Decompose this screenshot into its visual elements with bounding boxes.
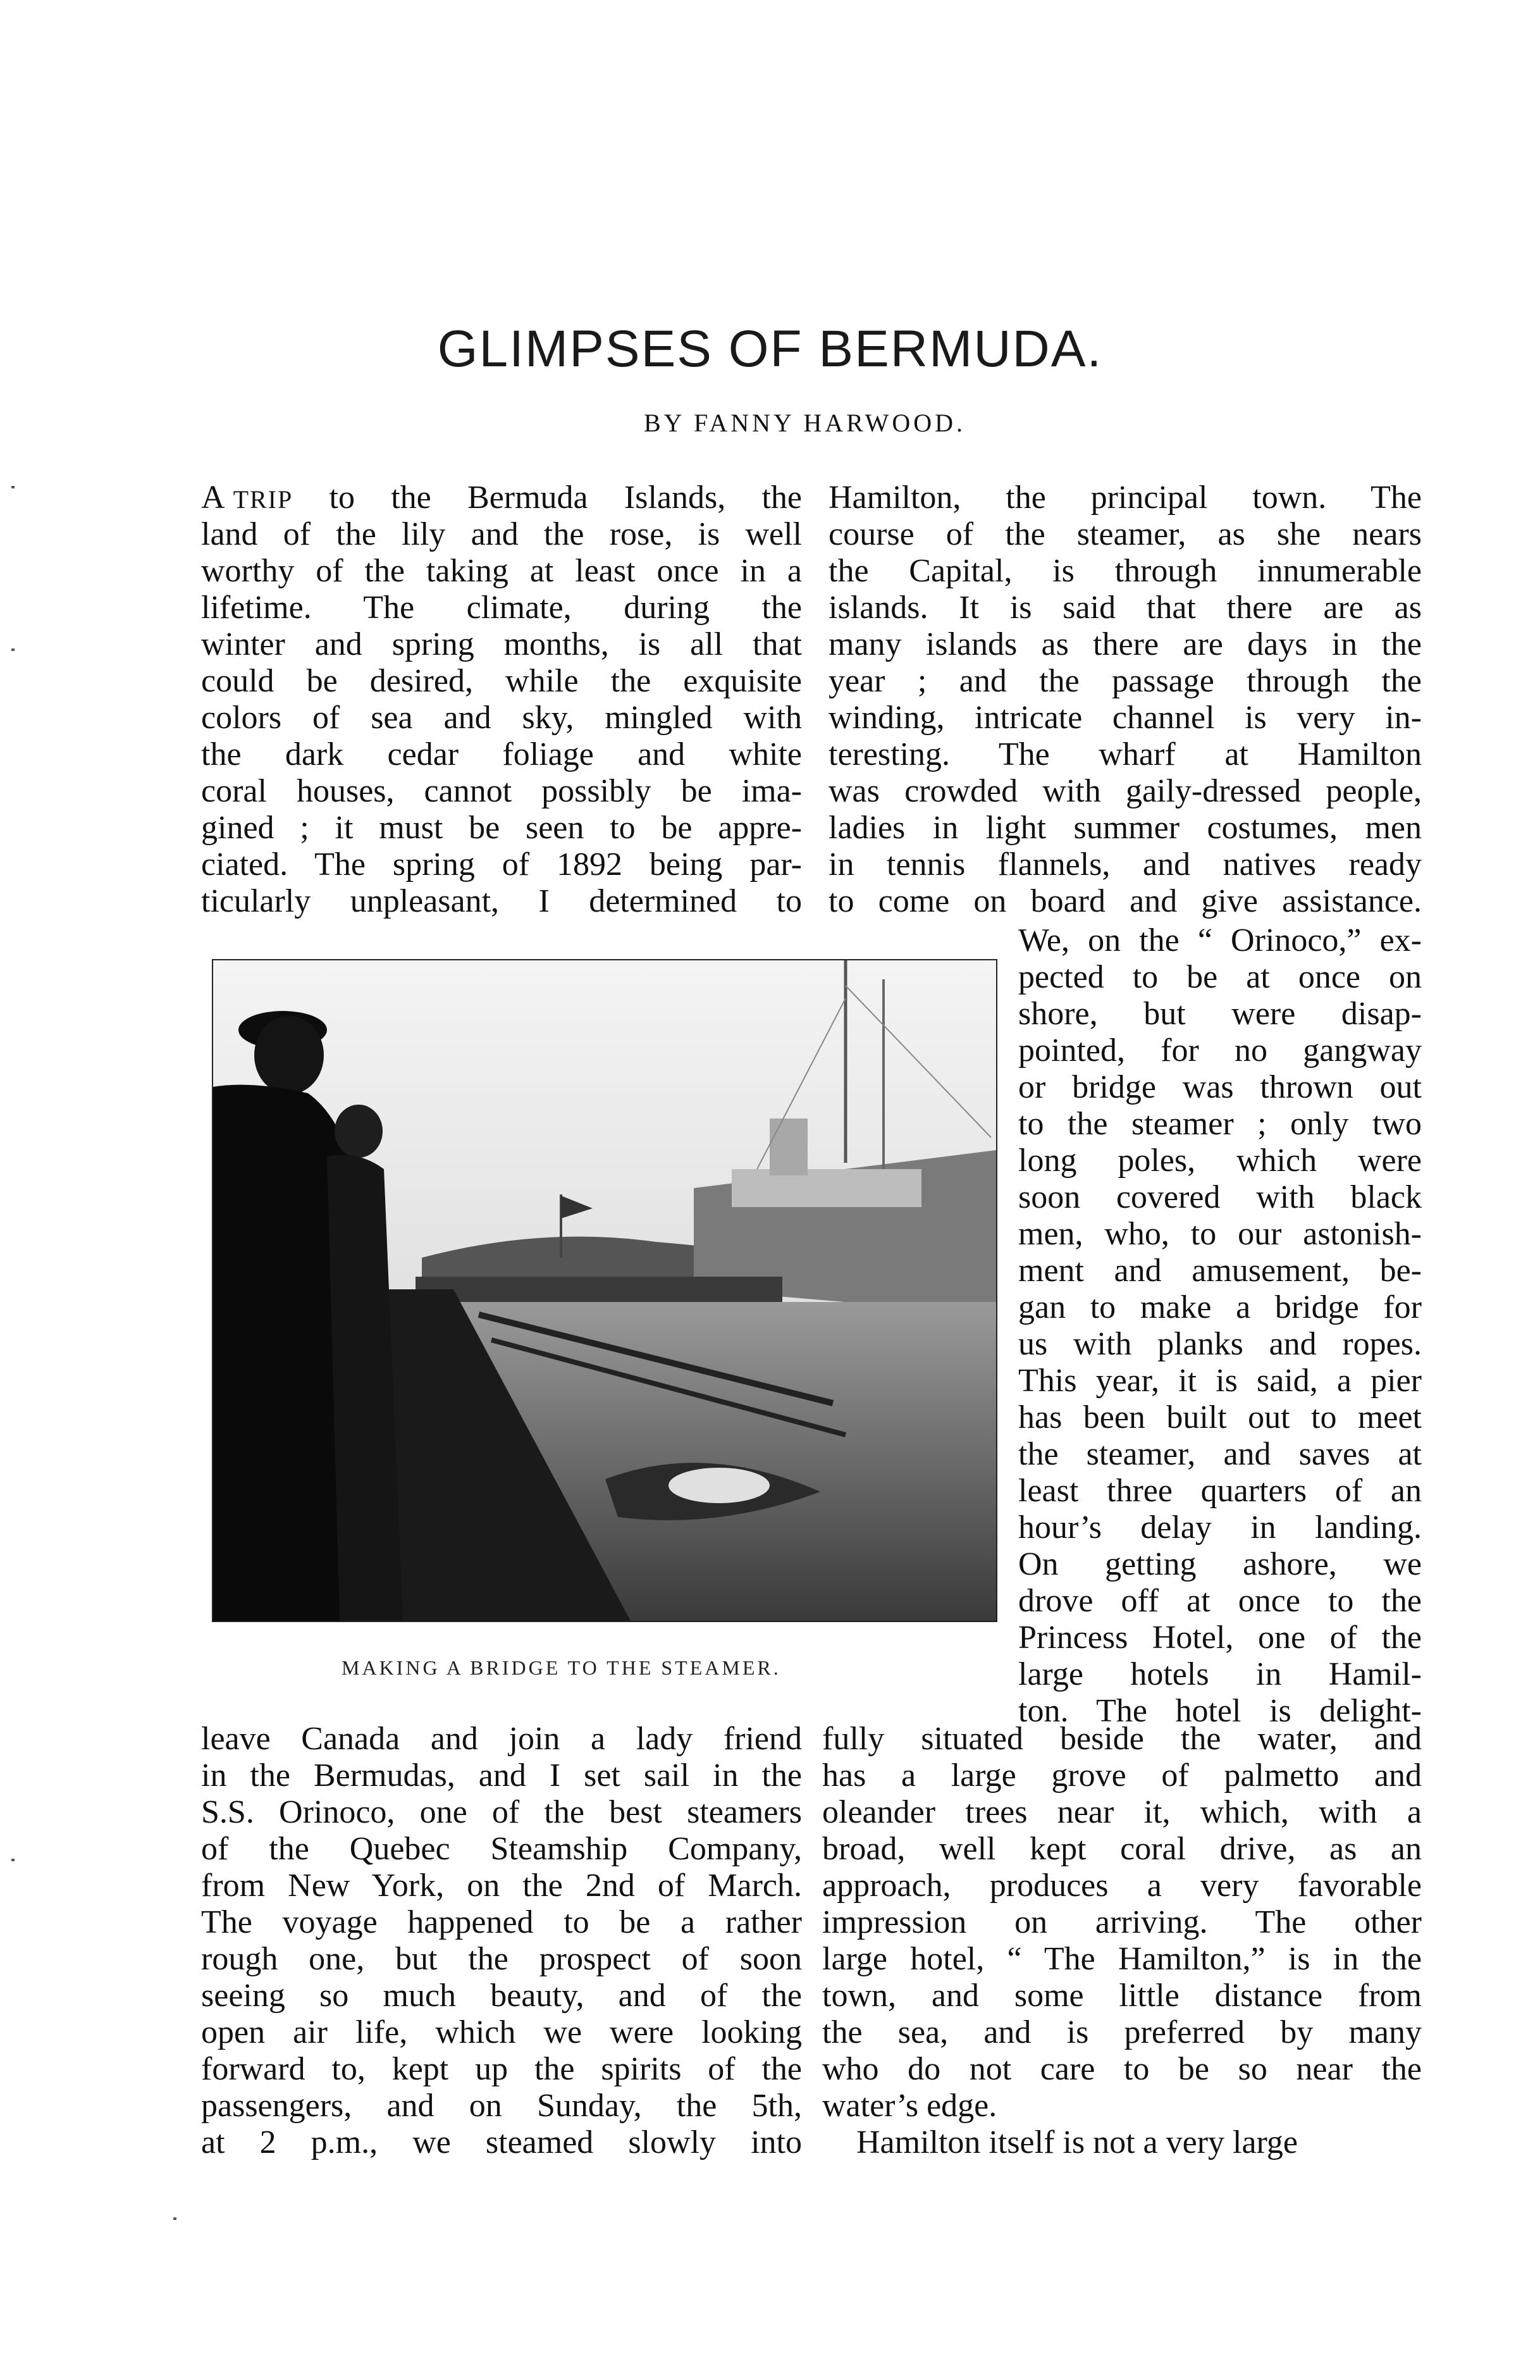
text-line: seeing so much beauty, and of the	[201, 1978, 802, 2014]
text-line: worthy of the taking at least once in a	[201, 553, 802, 589]
text-line: town, and some little distance from	[822, 1978, 1422, 2014]
text-line-indented: Hamilton itself is not a very large	[856, 2124, 1298, 2160]
text-line: S.S. Orinoco, one of the best steamers	[201, 1794, 802, 1830]
text-line: colors of sea and sky, mingled with	[201, 700, 802, 736]
text-line: teresting. The wharf at Hamilton	[829, 736, 1422, 772]
left-column-bottom	[201, 1721, 802, 2161]
text-line: long poles, which were	[1018, 1143, 1422, 1179]
text-line: hour’s delay in landing.	[1018, 1509, 1422, 1546]
text-line: in the Bermudas, and I set sail in the	[201, 1757, 802, 1794]
text-line: The voyage happened to be a rather	[201, 1904, 802, 1940]
text-line: who do not care to be so near the	[822, 2051, 1422, 2087]
text-line: coral houses, cannot possibly be ima-	[201, 773, 802, 809]
article-photograph	[212, 959, 997, 1622]
text-line: This year, it is said, a pier	[1018, 1363, 1422, 1399]
text-line: shore, but were disap-	[1018, 996, 1422, 1032]
right-column-narrow	[1018, 922, 1422, 1730]
text-line: year ; and the passage through the	[829, 663, 1422, 699]
text-line: leave Canada and join a lady friend	[201, 1721, 802, 1757]
text-line: men, who, to our astonish-	[1018, 1216, 1422, 1252]
text-line: oleander trees near it, which, with a	[822, 1794, 1422, 1830]
text-line: water’s edge.	[822, 2088, 997, 2124]
text-line: ciated. The spring of 1892 being par-	[201, 846, 802, 883]
text-line: Hamilton, the principal town. The	[829, 480, 1422, 516]
steamer-photograph-image	[213, 960, 996, 1621]
margin-mark	[11, 648, 15, 651]
text-line: gined ; it must be seen to be appre-	[201, 810, 802, 846]
text-line: large hotels in Hamil-	[1018, 1656, 1422, 1692]
text-line: winding, intricate channel is very in-	[829, 700, 1422, 736]
right-column-bottom	[822, 1721, 1422, 2161]
text-line: ment and amusement, be-	[1018, 1253, 1422, 1289]
text-line: lifetime. The climate, during the	[201, 590, 802, 626]
text-line: or bridge was thrown out	[1018, 1069, 1422, 1105]
margin-mark	[11, 486, 15, 488]
text-line: land of the lily and the rose, is well	[201, 516, 802, 552]
text-line: soon covered with black	[1018, 1179, 1422, 1215]
text-line: was crowded with gaily-dressed people,	[829, 773, 1422, 809]
text-line: fully situated beside the water, and	[822, 1721, 1422, 1757]
text-line: from New York, on the 2nd of March.	[201, 1868, 802, 1904]
text-line: approach, produces a very favorable	[822, 1868, 1422, 1904]
right-column-top	[829, 480, 1422, 920]
opening-word-a: A	[201, 480, 225, 516]
margin-mark	[173, 2217, 176, 2220]
text-line: could be desired, while the exquisite	[201, 663, 802, 699]
text-line: We, on the “ Orinoco,” ex-	[1018, 922, 1422, 958]
text-line: to the steamer ; only two	[1018, 1106, 1422, 1142]
text-line: gan to make a bridge for	[1018, 1289, 1422, 1325]
text-line-content: to the Bermuda Islands, the	[329, 480, 802, 516]
text-line: winter and spring months, is all that	[201, 626, 802, 662]
text-line: the Capital, is through innumerable	[829, 553, 1422, 589]
text-line: at 2 p.m., we steamed slowly into	[201, 2124, 802, 2160]
text-line: Princess Hotel, one of the	[1018, 1620, 1422, 1656]
text-line: islands. It is said that there are as	[829, 590, 1422, 626]
text-line: ticularly unpleasant, I determined to	[201, 883, 802, 919]
text-line: us with planks and ropes.	[1018, 1326, 1422, 1362]
text-line: course of the steamer, as she nears	[829, 516, 1422, 552]
left-column-top	[201, 480, 802, 920]
text-line: the steamer, and saves at	[1018, 1436, 1422, 1472]
text-line: ton. The hotel is delight-	[1018, 1693, 1422, 1729]
text-line: large hotel, “ The Hamilton,” is in the	[822, 1941, 1422, 1977]
text-line: to come on board and give assistance.	[829, 883, 1422, 919]
text-line	[201, 480, 802, 516]
text-line: passengers, and on Sunday, the 5th,	[201, 2088, 802, 2124]
text-line: in tennis flannels, and natives ready	[829, 846, 1422, 883]
text-line: impression on arriving. The other	[822, 1904, 1422, 1940]
figure-caption: MAKING A BRIDGE TO THE STEAMER.	[342, 1656, 781, 1679]
text-line: forward to, kept up the spirits of the	[201, 2051, 802, 2087]
text-line: rough one, but the prospect of soon	[201, 1941, 802, 1977]
text-line: many islands as there are days in the	[829, 626, 1422, 662]
text-line: On getting ashore, we	[1018, 1546, 1422, 1582]
margin-mark	[11, 1859, 15, 1861]
text-line: has been built out to meet	[1018, 1399, 1422, 1435]
text-line: pected to be at once on	[1018, 959, 1422, 995]
text-line: drove off at once to the	[1018, 1583, 1422, 1619]
opening-word-trip: TRIP	[233, 485, 293, 514]
text-line: has a large grove of palmetto and	[822, 1757, 1422, 1794]
article-byline: BY FANNY HARWOOD.	[643, 409, 966, 437]
text-line: the sea, and is preferred by many	[822, 2014, 1422, 2050]
article-title: GLIMPSES OF BERMUDA.	[437, 320, 1103, 378]
text-line: pointed, for no gangway	[1018, 1032, 1422, 1069]
text-line: ladies in light summer costumes, men	[829, 810, 1422, 846]
text-line: broad, well kept coral drive, as an	[822, 1831, 1422, 1867]
text-line: least three quarters of an	[1018, 1473, 1422, 1509]
text-line: open air life, which we were looking	[201, 2014, 802, 2050]
text-line: the dark cedar foliage and white	[201, 736, 802, 772]
text-line: of the Quebec Steamship Company,	[201, 1831, 802, 1867]
